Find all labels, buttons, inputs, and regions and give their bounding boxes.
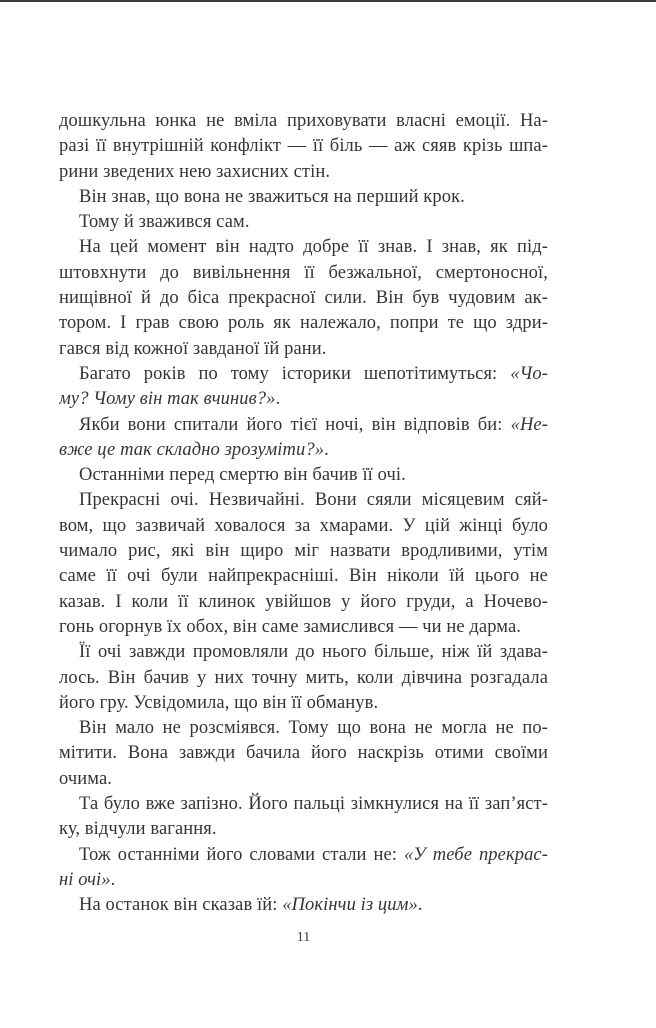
text-line [59, 590, 548, 615]
text-segment: саме її очі були найпрекрасніші. Він ніколи їй цього не [59, 566, 548, 587]
text-segment-italic: ні очі» [59, 869, 111, 890]
text-line [59, 413, 548, 438]
text-segment: . [275, 389, 281, 410]
text-segment: нищівної й до біса прекрасної сили. Він був чудовим ак- [59, 288, 548, 309]
text-line [59, 843, 548, 868]
text-segment: . [324, 439, 329, 460]
text-segment: Багато років по тому історики шепотітимуться: [79, 363, 511, 384]
text-segment: його гру. Усвідомила, що він її обманув. [59, 692, 379, 713]
text-segment: рини зведених нею захисних стін. [59, 161, 331, 182]
text-segment-italic: «Чо- [510, 363, 548, 384]
text-line [59, 716, 548, 741]
text-line [59, 640, 548, 665]
text-segment: вом, що зазвичай ховалося за хмарами. У цій жінці було [59, 515, 548, 536]
text-line [59, 109, 548, 134]
text-segment: казав. І коли її клинок увійшов у його груди, а Ночево- [59, 591, 548, 612]
page-number: 11 [296, 930, 311, 945]
text-segment: очима. [59, 768, 112, 789]
text-line [59, 286, 548, 311]
text-segment: мітити. Вона завжди бачила його наскрізь отими своїми [59, 743, 548, 764]
text-segment: Він знав, що вона не зважиться на перший крок. [79, 186, 465, 207]
text-line [59, 210, 548, 235]
top-border [0, 0, 656, 2]
text-segment: ку, відчули вагання. [59, 819, 217, 840]
text-segment: Та було вже запізно. Його пальці зімкнулися на її зап’яст- [79, 794, 548, 815]
text-segment: дошкульна юнка не вміла приховувати власні емоції. На- [59, 111, 548, 131]
text-line [59, 666, 548, 691]
text-line [59, 438, 548, 463]
text-segment: штовхнути до вивільнення її безжальної, смертоносної, [59, 262, 548, 283]
text-segment-italic: «Не- [510, 414, 548, 435]
text-line [59, 311, 548, 336]
text-segment: разі її внутрішній конфлікт — її біль — аж сяяв крізь шпа- [59, 136, 548, 157]
text-line [59, 235, 548, 260]
text-line [59, 387, 548, 412]
text-segment: Останніми перед смертю він бачив її очі. [79, 465, 406, 486]
text-line [59, 362, 548, 387]
text-line [59, 337, 548, 362]
text-line [59, 539, 548, 564]
text-line [59, 160, 548, 185]
text-segment-italic: «Покінчи із цим» [282, 895, 418, 916]
text-segment: чимало рис, які він щиро міг назвати вродливими, утім [59, 541, 548, 562]
text-segment: Її очі завжди промовляли до нього більше, ніж їй здава- [79, 642, 548, 663]
text-line [59, 185, 548, 210]
text-segment: . [110, 869, 116, 890]
text-segment: На цей момент він надто добре її знав. І знав, як під- [79, 237, 548, 258]
text-segment-italic: вже це так складно зрозуміти?» [59, 439, 325, 460]
text-line [59, 564, 548, 589]
text-line [59, 691, 548, 716]
text-line [59, 261, 548, 286]
text-line [59, 134, 548, 159]
text-line [59, 463, 548, 488]
text-line [59, 868, 548, 893]
book-page-text [59, 109, 548, 919]
text-segment: Якби вони спитали його тієї ночі, він відповів би: [79, 414, 511, 435]
text-segment-italic: «У тебе прекрас- [403, 844, 548, 865]
text-segment: Тому й зважився сам. [79, 212, 250, 233]
text-segment-italic: му? Чому він так вчинив?» [59, 389, 276, 410]
text-segment: тором. І грав свою роль як належало, попри те що здри- [59, 313, 548, 334]
text-segment: лось. Він бачив у них точну мить, коли дівчина розгадала [59, 667, 548, 688]
text-segment: Тож останніми його словами стали не: [79, 844, 404, 865]
text-segment: Він мало не розсміявся. Тому що вона не могла не по- [79, 718, 548, 739]
text-line [59, 893, 548, 918]
text-line [59, 514, 548, 539]
text-line [59, 792, 548, 817]
text-line [59, 741, 548, 766]
text-segment: На останок він сказав їй: [79, 895, 283, 916]
text-segment: Прекрасні очі. Незвичайні. Вони сяяли місяцевим сяй- [79, 490, 548, 511]
text-segment: гався від кожної завданої їй рани. [59, 338, 327, 359]
text-line [59, 488, 548, 513]
text-line [59, 817, 548, 842]
text-segment: гонь огорнув їх обох, він саме замислився — чи не дарма. [59, 616, 522, 637]
text-segment: . [417, 895, 423, 916]
text-line [59, 615, 548, 640]
text-line [59, 767, 548, 792]
